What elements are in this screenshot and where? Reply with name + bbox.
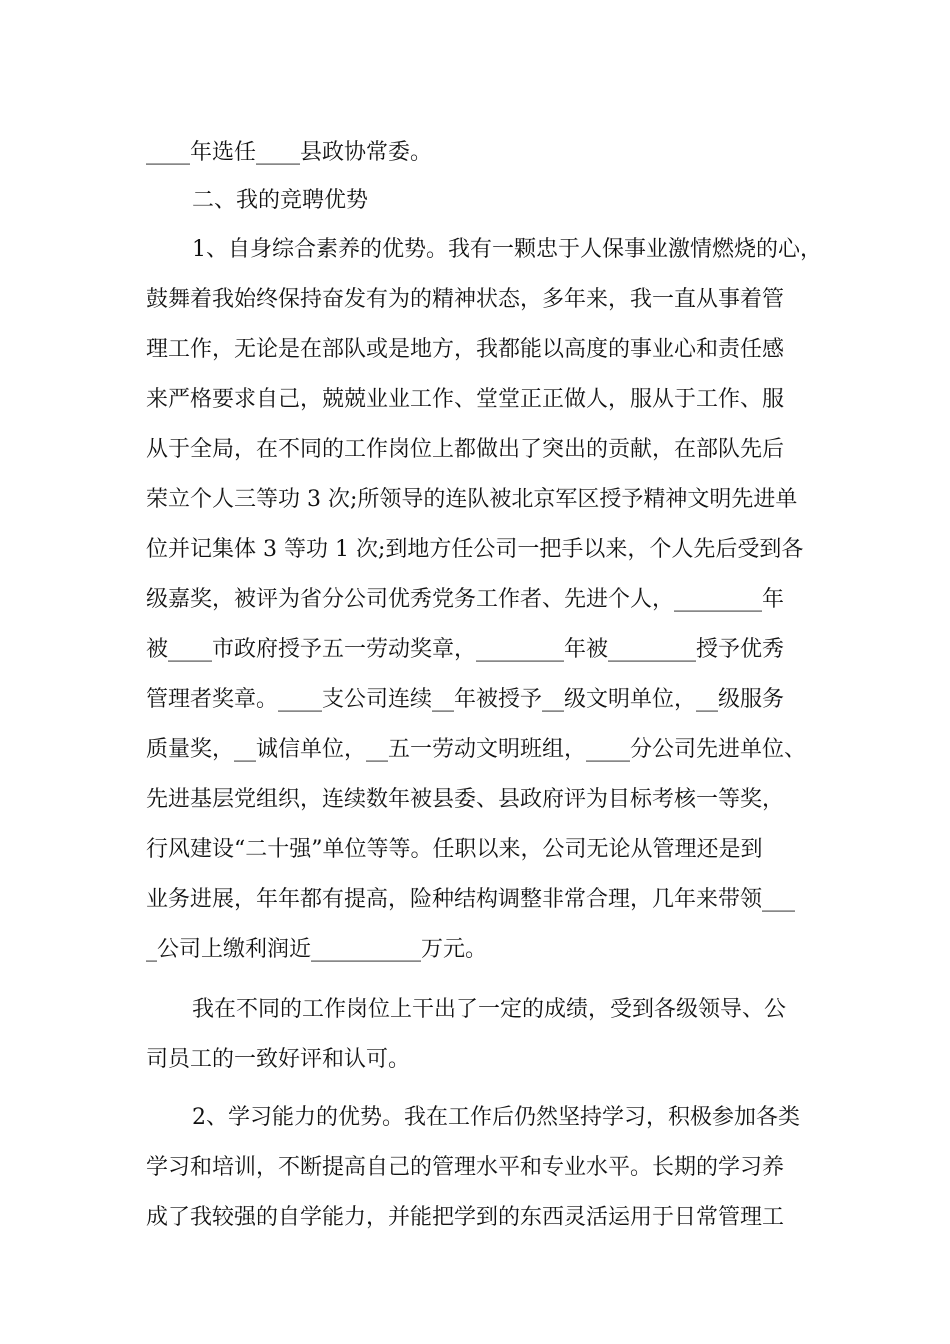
text-line: 学习和培训，不断提高自己的管理水平和专业水平。长期的学习养	[146, 1155, 785, 1180]
text-line: 我在不同的工作岗位上干出了一定的成绩，受到各级领导、公	[192, 997, 787, 1022]
text-line: 行风建设“二十强”单位等等。任职以来，公司无论从管理还是到	[146, 837, 763, 862]
text-line: 级嘉奖，被评为省分公司优秀党务工作者、先进个人，________年	[146, 587, 785, 612]
text-line: 业务进展，年年都有提高，险种结构调整非常合理，几年来带领___	[146, 887, 796, 912]
section-heading: 二、我的竞聘优势	[192, 188, 369, 213]
text-line: 从于全局，在不同的工作岗位上都做出了突出的贡献，在部队先后	[146, 437, 785, 462]
text-line: 1、自身综合素养的优势。我有一颗忠于人保事业激情燃烧的心，	[192, 237, 822, 262]
text-line: 质量奖，__诚信单位，__五一劳动文明班组，____分公司先进单位、	[146, 737, 807, 762]
text-line: 先进基层党组织，连续数年被县委、县政府评为目标考核一等奖，	[146, 787, 785, 812]
text-line: 成了我较强的自学能力，并能把学到的东西灵活运用于日常管理工	[146, 1205, 785, 1230]
text-line: 来严格要求自己，兢兢业业工作、堂堂正正做人，服从于工作、服	[146, 387, 785, 412]
text-line: 位并记集体 3 等功 1 次;到地方任公司一把手以来，个人先后受到各	[146, 537, 804, 562]
text-line: 2、学习能力的优势。我在工作后仍然坚持学习，积极参加各类	[192, 1105, 800, 1130]
text-line: 被____市政府授予五一劳动奖章，________年被________授予优秀	[146, 637, 785, 662]
text-line: 荣立个人三等功 3 次;所领导的连队被北京军区授予精神文明先进单	[146, 487, 798, 512]
text-line: 司员工的一致好评和认可。	[146, 1047, 411, 1072]
text-line: 理工作，无论是在部队或是地方，我都能以高度的事业心和责任感	[146, 337, 785, 362]
text-line: 鼓舞着我始终保持奋发有为的精神状态，多年来，我一直从事着管	[146, 287, 785, 312]
text-line: ____年选任____县政协常委。	[146, 140, 433, 165]
text-line: _公司上缴利润近__________万元。	[146, 937, 488, 962]
text-line: 管理者奖章。____支公司连续__年被授予__级文明单位，__级服务	[146, 687, 785, 712]
